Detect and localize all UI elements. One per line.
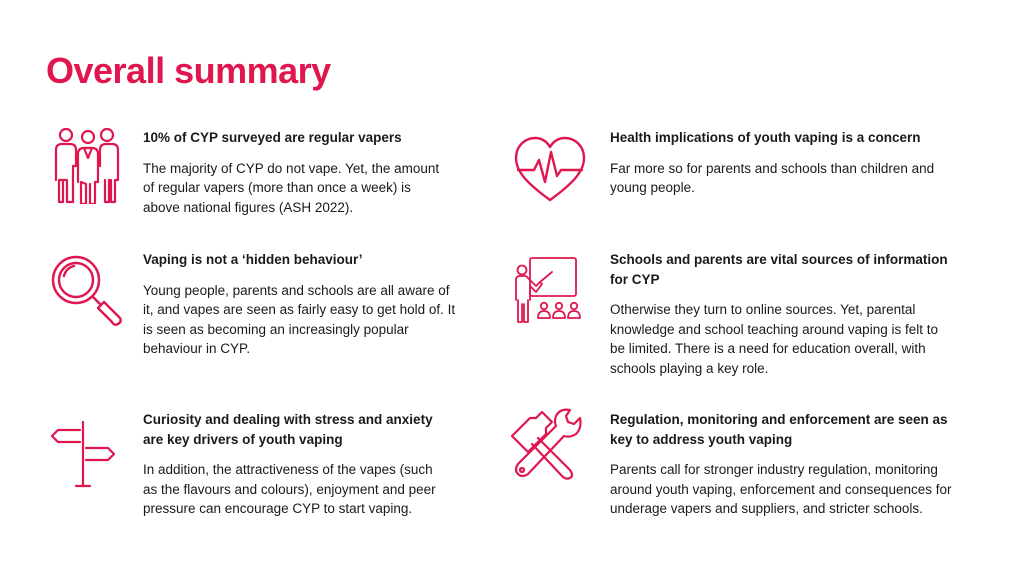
page-title: Overall summary <box>46 50 331 91</box>
teacher-board-icon <box>510 250 590 330</box>
summary-heading: 10% of CYP surveyed are regular vapers <box>143 130 402 145</box>
summary-heading: Vaping is not a ‘hidden behaviour’ <box>143 252 363 267</box>
summary-body: Parents call for stronger industry regulation, monitoring around youth vaping, enforcement and consequences for underage vapers and suppliers, and stricter schools. <box>610 462 952 516</box>
summary-heading: Curiosity and dealing with stress and anxiety are key drivers of youth vaping <box>143 412 433 447</box>
people-group-icon <box>40 124 120 204</box>
signpost-icon <box>46 408 126 488</box>
summary-heading: Schools and parents are vital sources of information for CYP <box>610 252 948 287</box>
summary-body: Otherwise they turn to online sources. Yet, parental knowledge and school teaching around vaping is felt to be limited. There is a need for education overall, with schools playing a key role. <box>610 302 938 376</box>
tools-icon <box>504 402 584 482</box>
heart-pulse-icon <box>510 132 590 212</box>
magnifier-icon <box>46 250 126 330</box>
summary-body: Young people, parents and schools are all aware of it, and vapes are seen as fairly easy to get hold of. It is seen as becoming an increasingly popular behaviour in CYP. <box>143 282 456 356</box>
summary-body: Far more so for parents and schools than children and young people. <box>610 160 935 195</box>
summary-body: The majority of CYP do not vape. Yet, the amount of regular vapers (more than once a week) is above national figures (ASH 2022). <box>143 160 440 215</box>
summary-heading: Health implications of youth vaping is a concern <box>610 130 921 145</box>
summary-body: In addition, the attractiveness of the vapes (such as the flavours and colours), enjoyment and peer pressure can encourage CYP to start vaping. <box>143 462 436 516</box>
summary-heading: Regulation, monitoring and enforcement are seen as key to address youth vaping <box>610 412 948 447</box>
